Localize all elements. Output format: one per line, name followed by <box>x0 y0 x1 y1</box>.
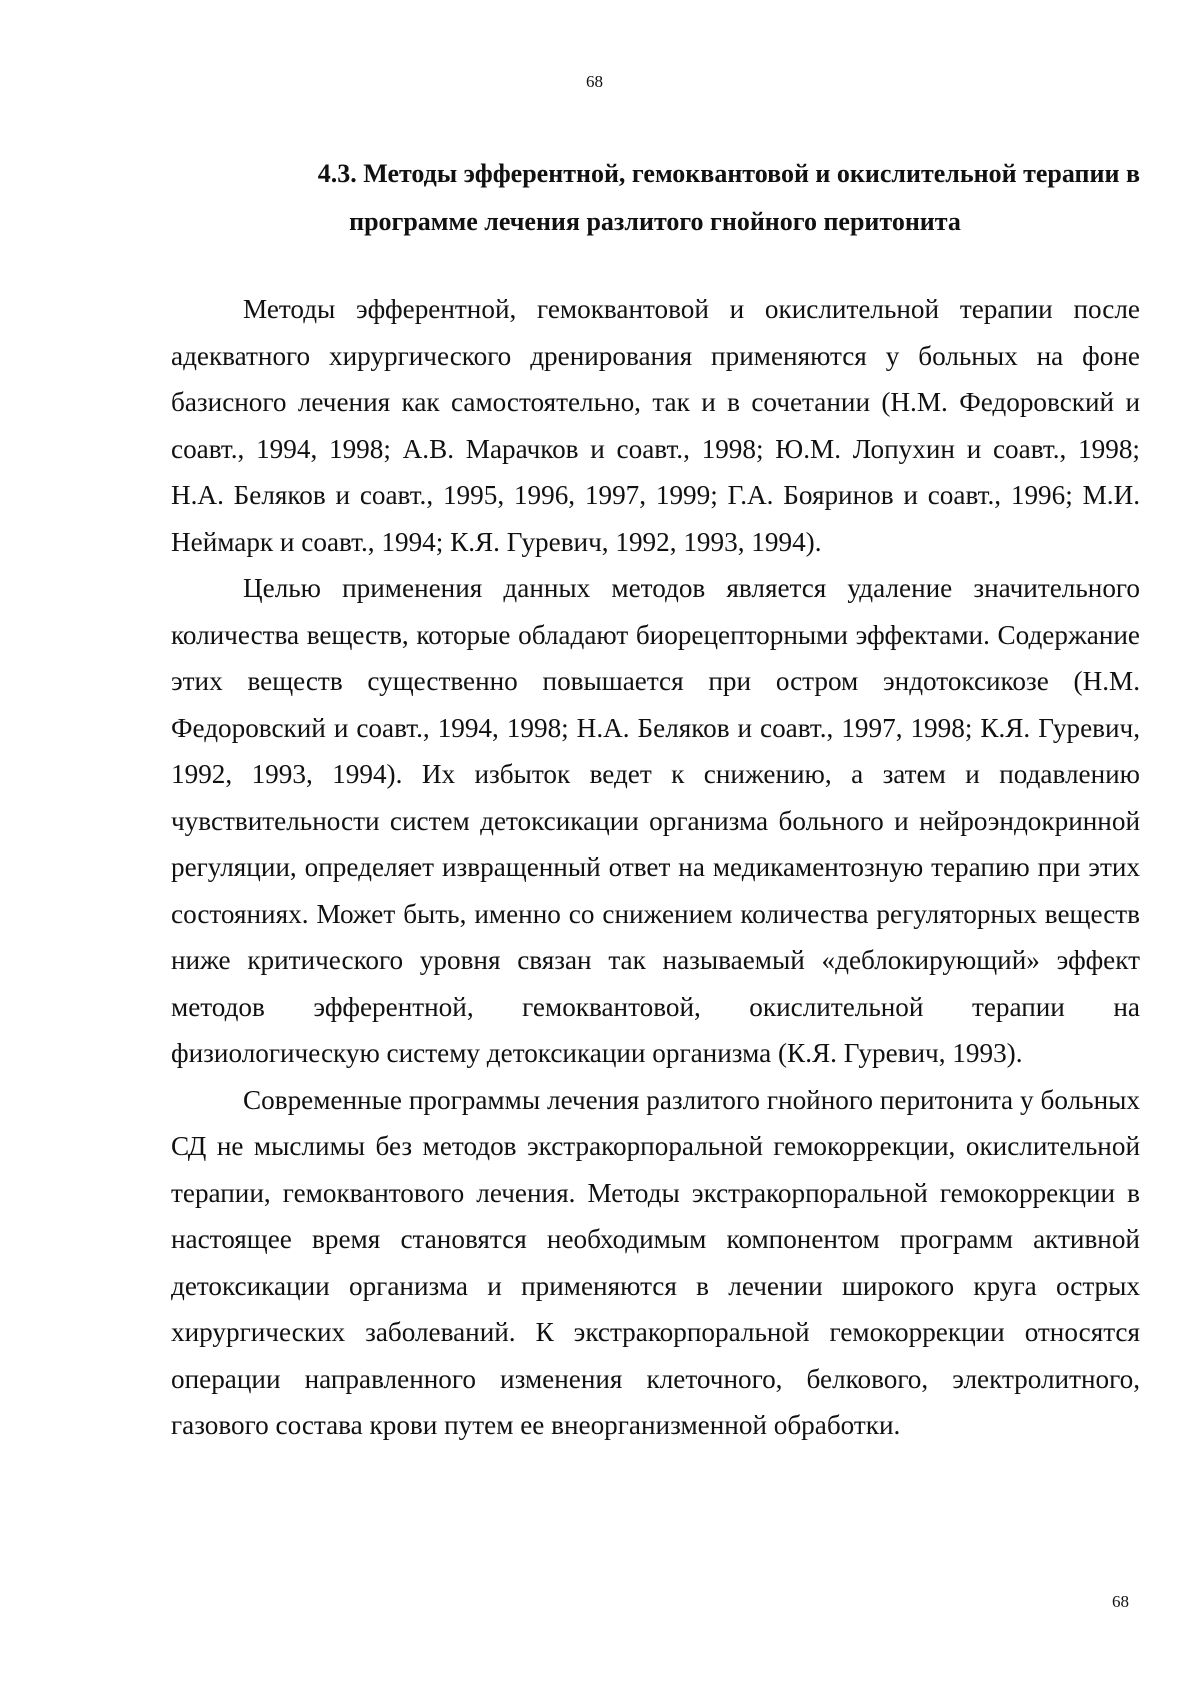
page-number-bottom: 68 <box>1112 1592 1129 1611</box>
section-heading-line-1: 4.3. Методы эфферентной, гемоквантовой и окислительной терапии в <box>317 159 1140 188</box>
page-number-top: 68 <box>586 72 603 91</box>
body-text <box>171 286 1140 1449</box>
section-heading <box>170 150 1140 246</box>
paragraph-1: Методы эфферентной, гемоквантовой и окислительной терапии после адекватного хирургического дренирования применяются у больных на фоне базисного лечения как самостоятельно, так и в сочетании (Н.М. Федоровский и соавт., 1994, 1998; А.В. Марачков и соавт., 1998; Ю.М. Лопухин и соавт., 1998; Н.А. Беляков и соавт., 1995, 1996, 1997, 1999; Г.А. Бояринов и соавт., 1996; М.И. Неймарк и соавт., 1994; К.Я. Гуревич, 1992, 1993, 1994). <box>171 294 1140 557</box>
section-heading-line-2: программе лечения разлитого гнойного перитонита <box>349 207 961 236</box>
paragraph-2: Целью применения данных методов является удаление значительного количества веществ, которые обладают биорецепторными эффектами. Содержание этих веществ существенно повышается при остром эндотоксикозе (Н.М. Федоровский и соавт., 1994, 1998; Н.А. Беляков и соавт., 1997, 1998; К.Я. Гуревич, 1992, 1993, 1994). Их избыток ведет к снижению, а затем и подавлению чувствительности систем детоксикации организма больного и нейроэндокринной регуляции, определяет извращенный ответ на медикаментозную терапию при этих состояниях. Может быть, именно со снижением количества регуляторных веществ ниже критического уровня связан так называемый «деблокирующий» эффект методов эфферентной, гемоквантовой, окислительной терапии на физиологическую систему детоксикации организма (К.Я. Гуревич, 1993). <box>171 573 1140 1068</box>
paragraph-3: Современные программы лечения разлитого гнойного перитонита у больных СД не мыслимы без методов экстракорпоральной гемокоррекции, окислительной терапии, гемоквантового лечения. Методы экстракорпоральной гемокоррекции в настоящее время становятся необходимым компонентом программ активной детоксикации организма и применяются в лечении широкого круга острых хирургических заболеваний. К экстракорпоральной гемокоррекции относятся операции направленного изменения клеточного, белкового, электролитного, газового состава крови путем ее внеорганизменной обработки. <box>171 1084 1140 1440</box>
